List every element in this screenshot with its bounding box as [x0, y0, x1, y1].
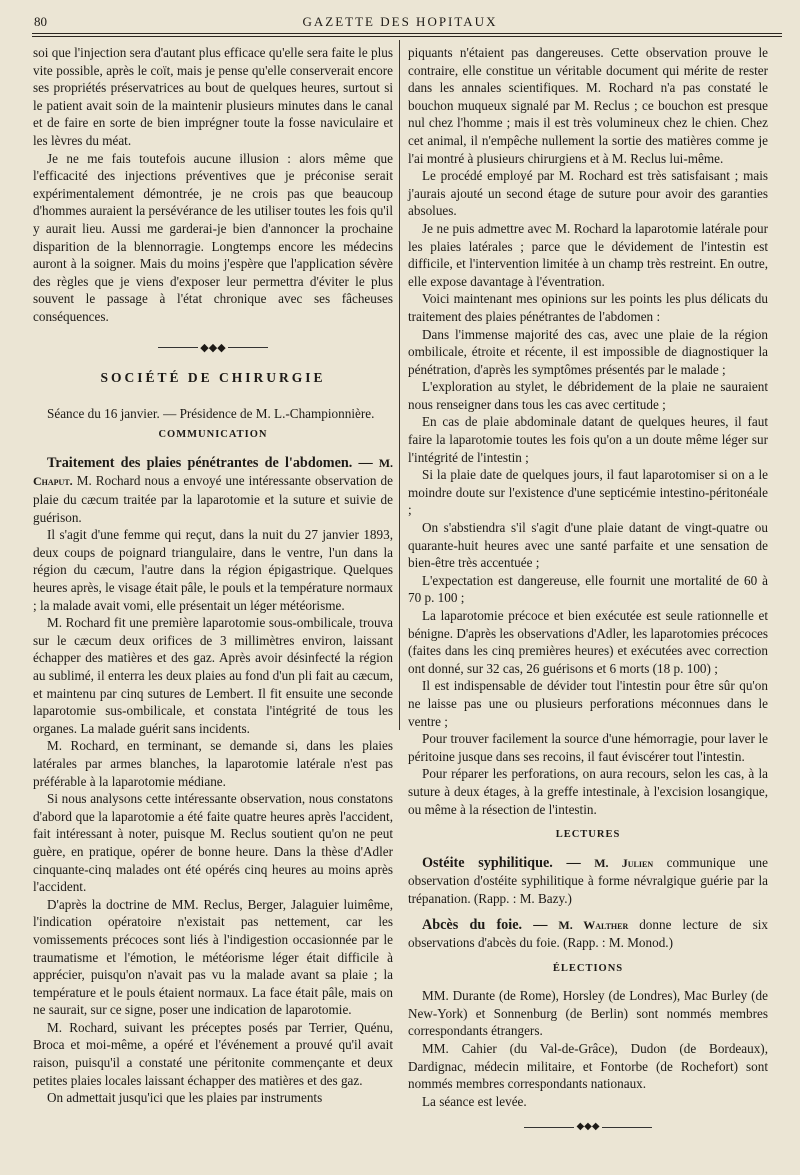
left-column [33, 44, 393, 1107]
paragraph: M. Rochard, en terminant, se demande si, dans les plaies latérales par armes blanches, la laparotomie latérale n'est pas préférable à la laparotomie médiane. [33, 738, 393, 789]
paragraph: L'exploration au stylet, le débridement de la plaie ne sauraient nous renseigner dans tous les cas avec certitude ; [408, 379, 768, 412]
right-column [408, 44, 768, 1136]
running-title: GAZETTE DES HOPITAUX [302, 14, 498, 29]
paragraph: piquants n'étaient pas dangereuses. Cette observation prouve le contraire, elle constitue un véritable document qui mérite de rester dans les annales scientifiques. M. Rochard n'a pas constaté le bouchon muqueux signalé par M. Reclus ; ce bouchon est presque nul chez l'homme ; mais il est très volumineux chez le chien. Chez cet animal, il n'empêche nullement la sortie des matières comme je l'ai montré à plusieurs chirurgiens et à M. Reclus lui-même. [408, 45, 768, 166]
end-ornament: ◆◆◆ [408, 1118, 768, 1136]
section-title: SOCIÉTÉ DE CHIRURGIE [100, 370, 326, 386]
elections-heading: ÉLECTIONS [552, 962, 624, 974]
section-ornament: ◆◆◆ [33, 340, 393, 358]
paragraph: Si la plaie date de quelques jours, il faut laparotomiser si on a le moindre doute sur l'existence d'une septicémie intestino-péritonéale ; [408, 467, 768, 518]
session-line: Séance du 16 janvier. — Présidence de M. L.-Championnière. [47, 405, 375, 421]
case-author: M. Chaput. [33, 455, 394, 489]
abces-paragraph [408, 916, 768, 952]
paragraph: On s'abstiendra s'il s'agit d'une plaie datant de vingt-quatre ou quarante-huit heures avec une santé parfaite et une sensation de bien-être très accentuée ; [408, 520, 768, 571]
osteite-author: M. Julien [594, 855, 654, 870]
paragraph: M. Rochard, suivant les préceptes posés par Terrier, Quénu, Broca et moi-même, a opéré et l'événement a prouvé qu'il avait raison, puisqu'il a constaté une péritonite commençante et deux petites plaies locales laissant échapper des matières et des gaz. [33, 1019, 393, 1088]
paragraph: Voici maintenant mes opinions sur les points les plus délicats du traitement des plaies pénétrantes de l'abdomen : [408, 291, 768, 324]
paragraph: MM. Cahier (du Val-de-Grâce), Dudon (de Bordeaux), Dardignac, médecin militaire, et Fontorbe (de Rochefort) sont nommés membres correspondants nationaux. [408, 1041, 768, 1092]
closing-line: La séance est levée. [422, 1093, 527, 1109]
paragraph: Il s'agit d'une femme qui reçut, dans la nuit du 27 janvier 1893, deux coups de poignard triangulaire, dans le ventre, l'un dans la région du cæcum, l'autre dans la région épigastrique. Quelques heures après, le visage était pâle, le pouls et la température normaux ; la malade avait vomi, elle présentait un léger météorisme. [33, 527, 393, 613]
paragraph: Dans l'immense majorité des cas, avec une plaie de la région ombilicale, étroite et récente, il est impossible de diagnostiquer la pénétration, d'après les symptômes présentés par le malade ; [408, 326, 768, 377]
case-text: M. Rochard nous a envoyé une intéressante observation de plaie du cæcum traitée par la laparotomie et la suture et suivie de guérison. [33, 473, 393, 525]
osteite-title: Ostéite syphilitique. — [422, 854, 581, 871]
paragraph: Pour réparer les perforations, on aura recours, selon les cas, à la suture à deux étages, à la greffe intestinale, à l'excision losangique, ou même à la résection de l'intestin. [408, 766, 768, 817]
paragraph: Il est indispensable de dévider tout l'intestin pour être sûr qu'on ne laisse pas une ou plusieurs perforations méconnues dans le ventre ; [408, 678, 768, 729]
abces-text: donne lecture de six observations d'abcès du foie. (Rapp. : M. Monod.) [408, 916, 769, 951]
paragraph: soi que l'injection sera d'autant plus efficace qu'elle sera faite le plus vite possible, après le coït, mais je pense qu'elle conserverait encore ses propriétés préservatrices au bout de quelques heures, surtout si le patient avait soin de la maintenir plusieurs minutes dans le canal et de faire en sorte de bien imprégner toute la fosse naviculaire et les lèvres du méat. [33, 45, 393, 148]
lectures-heading: LECTURES [555, 829, 621, 841]
header-rule [32, 33, 782, 37]
paragraph: On admettait jusqu'ici que les plaies par instruments [47, 1090, 323, 1106]
paragraph: M. Rochard fit une première laparotomie sous-ombilicale, trouva sur le cæcum deux orifices de 3 millimètres environ, laissant échapper des matières et des gaz. Après avoir désinfecté la région au sublimé, il enterra les deux plaies au fond d'un pli fait au cæcum, et maintenu par cinq sutures de Lembert. Il fit ensuite une seconde laparotomie sus-ombilicale, et constata l'intégrité de tous les organes. La malade guérit sans incidents. [33, 615, 393, 736]
paragraph: En cas de plaie abdominale datant de quelques heures, il faut faire la laparotomie toutes les fois qu'on a un doute même léger sur l'intégrité de l'intestin ; [408, 414, 768, 465]
communication-heading: COMMUNICATION [158, 429, 268, 441]
abces-title: Abcès du foie. — [422, 916, 548, 933]
osteite-text: communique une observation d'ostéite syphilitique à forme névralgique guérie par la trépanation. (Rapp. : M. Bazy.) [408, 854, 768, 906]
page-number: 80 [34, 14, 47, 29]
abces-author: M. Walther [558, 917, 629, 932]
paragraph: Je ne me fais toutefois aucune illusion : alors même que l'efficacité des injections préventives que je préconise serait expérimentalement démontrée, je ne crois pas que beaucoup d'hommes auraient la persévérance de les utiliser toutes les fois qu'il y aurait lieu. Aussi me garderai-je bien d'annoncer la prochaine disparition de la blennorragie. Longtemps encore les médecins auront à la soigner. Mais du moins j'espère que l'application sévère des règles que je viens d'exposer leur permettra d'éviter le plus souvent le passage à l'état chronique avec ses fâcheuses conséquences. [33, 150, 393, 324]
case-paragraph [33, 454, 393, 526]
case-title: Traitement des plaies pénétrantes de l'abdomen. — [47, 454, 373, 471]
column-divider [399, 40, 400, 730]
paragraph: La laparotomie précoce et bien exécutée est seule rationnelle et bénigne. D'après les observations d'Adler, les laparotomies précoces (faites dans les cinq premières heures) et exécutées avec correction ont donné, sur 32 cas, 26 guérisons et 6 morts (18 p. 100) ; [408, 608, 768, 676]
paragraph: Le procédé employé par M. Rochard est très satisfaisant ; mais j'aurais ajouté un second étage de suture pour avoir des garanties absolues. [408, 168, 768, 219]
paragraph: Si nous analysons cette intéressante observation, nous constatons d'abord que la laparotomie a été faite quatre heures après l'accident, fait intéressant à noter, puisque M. Reclus soutient qu'on ne peut guère, en pratique, opérer de bonne heure. Dans la thèse d'Adler cinquante-cinq malades ont été opérés cinq heures au moins après l'accident. [33, 791, 393, 895]
osteite-paragraph [408, 854, 768, 908]
paragraph: Pour trouver facilement la source d'une hémorragie, pour laver le péritoine jusque dans ses recoins, il faut éviscérer tout l'intestin. [408, 731, 768, 764]
paragraph: L'expectation est dangereuse, elle fournit une mortalité de 60 à 70 p. 100 ; [408, 572, 768, 606]
paragraph: Je ne puis admettre avec M. Rochard la laparotomie latérale pour les plaies latérales ; parce que le dévidement de l'intestin est difficile, et l'intervention limitée à un champ très restreint. En outre, elle expose davantage à l'éventration. [408, 220, 768, 289]
paragraph: D'après la doctrine de MM. Reclus, Berger, Jalaguier luimême, l'indication opératoire n'existait pas nettement, car les vomissements précoces sont liés à l'indigestion occasionnée par le traumatisme et l'émotion, le météorisme léger était difficile à apprécier, puisqu'on n'avait pas vu la malade avant sa plaie ; la température et le pouls étaient normaux. La face était pâle, mais on ne saurait, sur ce signe, poser une indication de laparotomie. [33, 896, 393, 1018]
paragraph: MM. Durante (de Rome), Horsley (de Londres), Mac Burley (de New-York) et Sonnenburg (de Berlin) sont nommés membres correspondants étrangers. [408, 988, 768, 1039]
